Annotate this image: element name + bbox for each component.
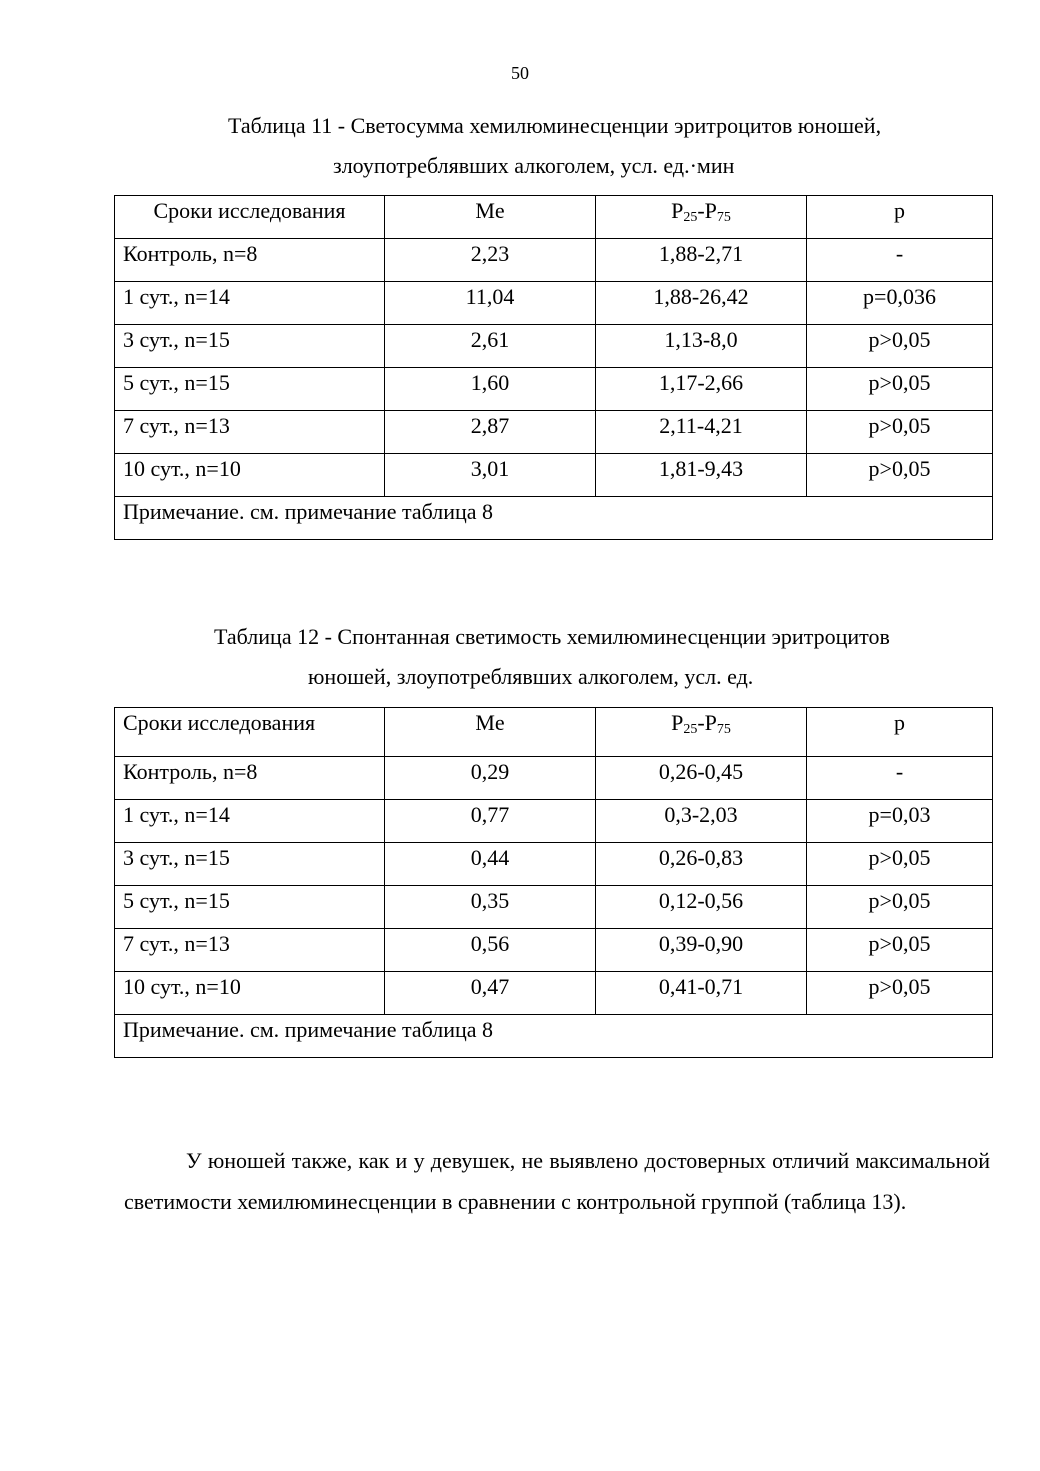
table-header-row xyxy=(115,708,993,757)
table-note-row xyxy=(115,497,993,540)
cell-period: 10 сут., n=10 xyxy=(115,454,385,497)
cell-me: 11,04 xyxy=(385,282,596,325)
table-note: Примечание. см. примечание таблица 8 xyxy=(115,497,993,540)
table-note-row xyxy=(115,1015,993,1058)
table-11 xyxy=(114,195,993,540)
cell-period: 3 сут., n=15 xyxy=(115,325,385,368)
table-12 xyxy=(114,707,993,1058)
header-p: p xyxy=(807,708,993,757)
cell-range: 1,88-26,42 xyxy=(596,282,807,325)
table-12-caption-line-2: юношей, злоупотреблявших алкоголем, усл. ед. xyxy=(308,664,754,689)
header-period: Сроки исследования xyxy=(115,708,385,757)
cell-range: 1,81-9,43 xyxy=(596,454,807,497)
header-me: Me xyxy=(385,708,596,757)
cell-me: 0,77 xyxy=(385,800,596,843)
cell-p: p>0,05 xyxy=(807,972,993,1015)
table-header-row xyxy=(115,196,993,239)
table-row xyxy=(115,972,993,1015)
table-12-caption-line-1: Таблица 12 - Спонтанная светимость хемилюминесценции эритроцитов xyxy=(214,624,890,649)
cell-period: 3 сут., n=15 xyxy=(115,843,385,886)
cell-range: 0,12-0,56 xyxy=(596,886,807,929)
header-me: Me xyxy=(385,196,596,239)
cell-range: 2,11-4,21 xyxy=(596,411,807,454)
cell-range: 0,3-2,03 xyxy=(596,800,807,843)
cell-p: p>0,05 xyxy=(807,368,993,411)
cell-me: 2,61 xyxy=(385,325,596,368)
table-row xyxy=(115,757,993,800)
cell-period: 5 сут., n=15 xyxy=(115,368,385,411)
page-number: 50 xyxy=(511,63,529,83)
cell-me: 1,60 xyxy=(385,368,596,411)
cell-period: 10 сут., n=10 xyxy=(115,972,385,1015)
header-range: $P_{25}-P_{75}$ xyxy=(596,196,807,239)
cell-p: p>0,05 xyxy=(807,886,993,929)
table-row xyxy=(115,843,993,886)
table-row xyxy=(115,282,993,325)
cell-period: 7 сут., n=13 xyxy=(115,929,385,972)
cell-period: 7 сут., n=13 xyxy=(115,411,385,454)
table-row xyxy=(115,886,993,929)
cell-me: 0,47 xyxy=(385,972,596,1015)
table-row xyxy=(115,239,993,282)
cell-p: p>0,05 xyxy=(807,411,993,454)
cell-me: 0,44 xyxy=(385,843,596,886)
table-row xyxy=(115,325,993,368)
header-period: Сроки исследования xyxy=(115,196,385,239)
body-paragraph-text: У юношей также, как и у девушек, не выявлено достоверных отличий максимальной светимости хемилюминесценции в сравнении с контрольной группой (таблица 13). xyxy=(124,1148,990,1214)
cell-range: 0,39-0,90 xyxy=(596,929,807,972)
table-row xyxy=(115,368,993,411)
table-11-caption-line-1: Таблица 11 - Светосумма хемилюминесценции эритроцитов юношей, xyxy=(228,113,882,138)
table-11-caption xyxy=(0,106,1040,186)
cell-range: 0,41-0,71 xyxy=(596,972,807,1015)
cell-p: - xyxy=(807,239,993,282)
body-paragraph xyxy=(124,1140,990,1222)
cell-p: - xyxy=(807,757,993,800)
cell-period: 1 сут., n=14 xyxy=(115,282,385,325)
cell-range: 0,26-0,45 xyxy=(596,757,807,800)
cell-p: p>0,05 xyxy=(807,843,993,886)
table-note: Примечание. см. примечание таблица 8 xyxy=(115,1015,993,1058)
cell-p: p>0,05 xyxy=(807,325,993,368)
table-row xyxy=(115,411,993,454)
table-row xyxy=(115,454,993,497)
table-12-caption xyxy=(0,617,1040,697)
cell-p: p=0,03 xyxy=(807,800,993,843)
table-row xyxy=(115,800,993,843)
cell-range: 1,17-2,66 xyxy=(596,368,807,411)
cell-me: 3,01 xyxy=(385,454,596,497)
cell-p: p>0,05 xyxy=(807,454,993,497)
header-range: $P_{25}-P_{75}$ xyxy=(596,708,807,757)
cell-period: 5 сут., n=15 xyxy=(115,886,385,929)
cell-p: p>0,05 xyxy=(807,929,993,972)
cell-range: 1,13-8,0 xyxy=(596,325,807,368)
cell-me: 0,29 xyxy=(385,757,596,800)
cell-period: Контроль, n=8 xyxy=(115,757,385,800)
table-11-caption-line-2: злоупотреблявших алкоголем, усл. ед.·мин xyxy=(333,153,735,178)
cell-period: Контроль, n=8 xyxy=(115,239,385,282)
cell-period: 1 сут., n=14 xyxy=(115,800,385,843)
cell-p: p=0,036 xyxy=(807,282,993,325)
cell-me: 2,87 xyxy=(385,411,596,454)
cell-me: 0,35 xyxy=(385,886,596,929)
cell-range: 0,26-0,83 xyxy=(596,843,807,886)
header-p: p xyxy=(807,196,993,239)
cell-me: 2,23 xyxy=(385,239,596,282)
cell-range: 1,88-2,71 xyxy=(596,239,807,282)
cell-me: 0,56 xyxy=(385,929,596,972)
table-row xyxy=(115,929,993,972)
